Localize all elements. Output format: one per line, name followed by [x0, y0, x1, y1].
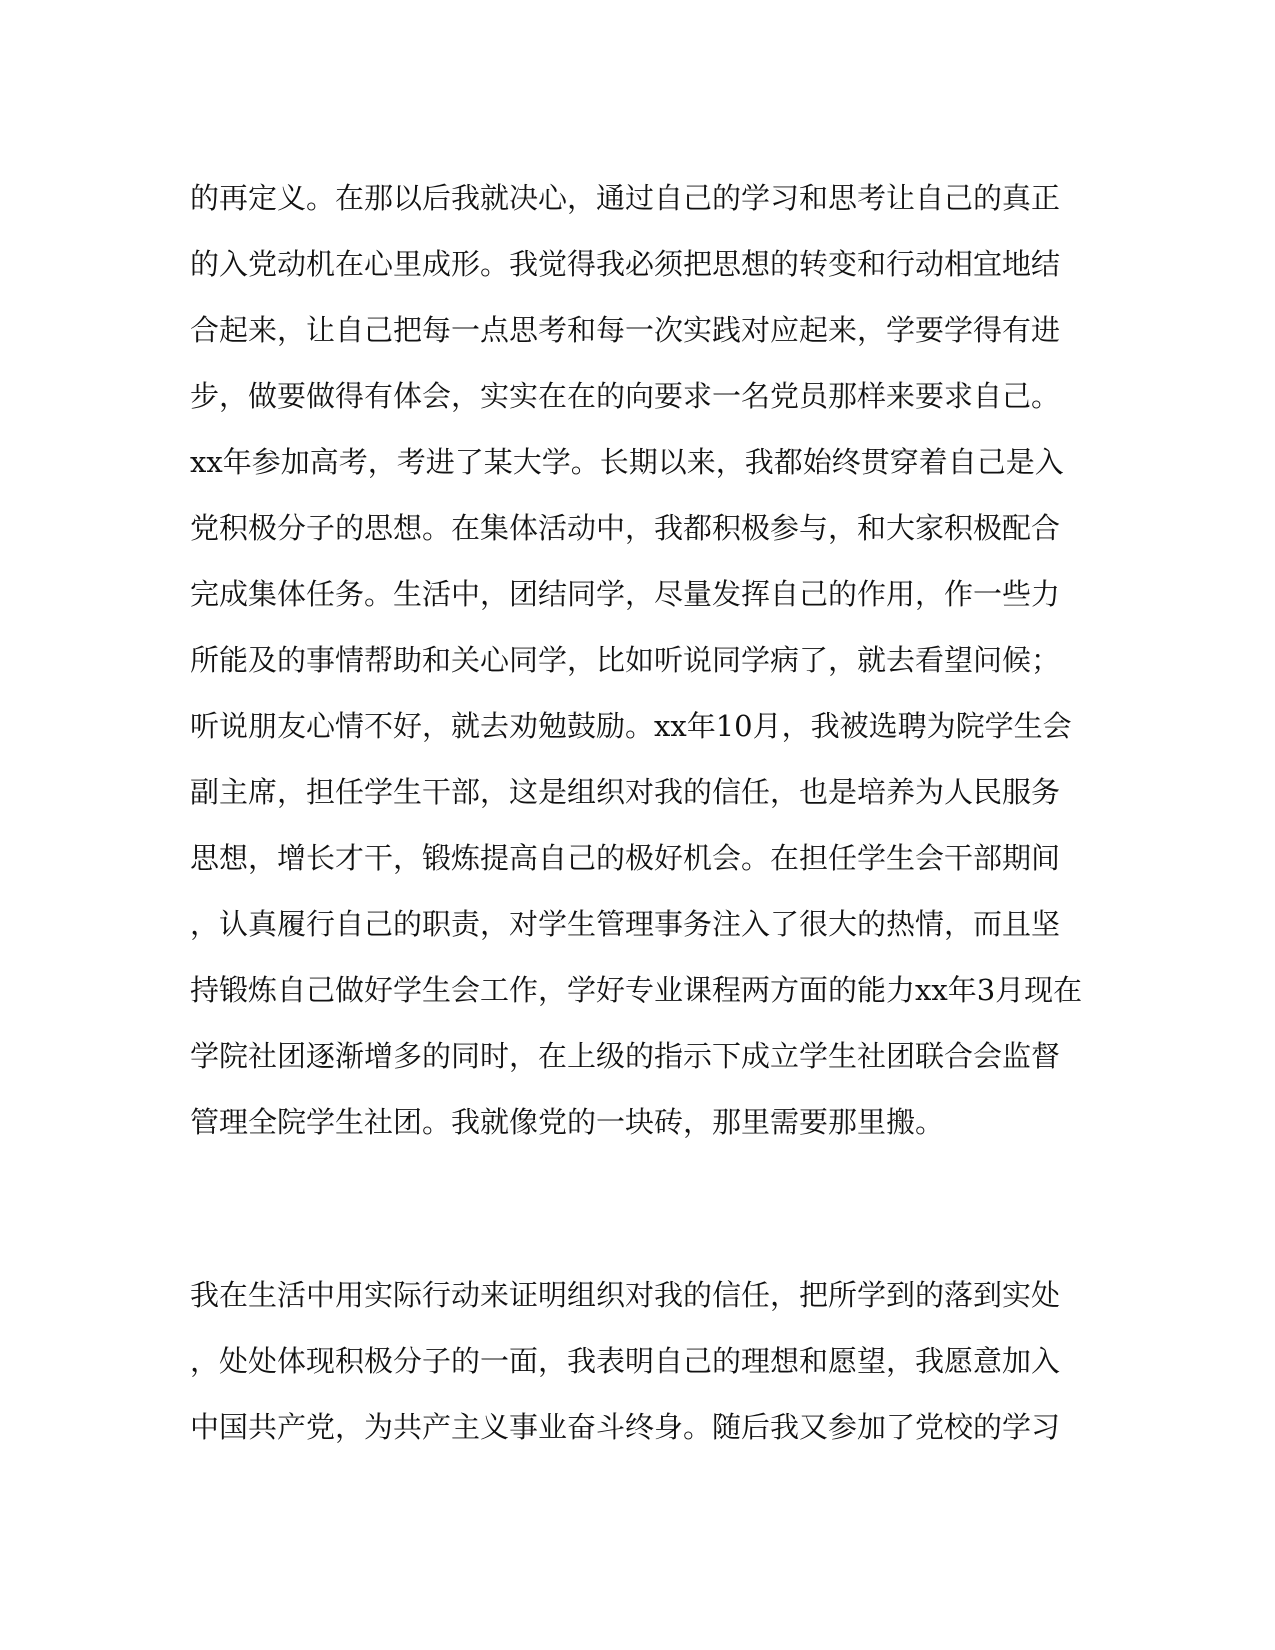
- text-line: 完成集体任务。生活中，团结同学，尽量发挥自己的作用，作一些力: [190, 577, 1061, 611]
- text-line: 党积极分子的思想。在集体活动中，我都积极参与，和大家积极配合: [190, 511, 1061, 545]
- text-line: 我在生活中用实际行动来证明组织对我的信任，把所学到的落到实处: [190, 1278, 1061, 1312]
- text-line: 步，做要做得有体会，实实在在的向要求一名党员那样来要求自己。: [190, 379, 1061, 413]
- text-line: 合起来，让自己把每一点思考和每一次实践对应起来，学要学得有进: [190, 313, 1061, 347]
- text-line: 所能及的事情帮助和关心同学，比如听说同学病了，就去看望问候；: [190, 643, 1061, 677]
- text-line: 思想，增长才干，锻炼提高自己的极好机会。在担任学生会干部期间: [190, 841, 1061, 875]
- text-line: 的入党动机在心里成形。我觉得我必须把思想的转变和行动相宜地结: [190, 247, 1061, 281]
- paragraph-1: [190, 165, 1090, 1155]
- text-line: 的再定义。在那以后我就决心，通过自己的学习和思考让自己的真正: [190, 181, 1061, 215]
- text-line: ，处处体现积极分子的一面，我表明自己的理想和愿望，我愿意加入: [190, 1344, 1061, 1378]
- paragraph-2: [190, 1262, 1090, 1460]
- text-line: 副主席，担任学生干部，这是组织对我的信任，也是培养为人民服务: [190, 775, 1061, 809]
- text-line: 学院社团逐渐增多的同时，在上级的指示下成立学生社团联合会监督: [190, 1039, 1061, 1073]
- text-line: 中国共产党，为共产主义事业奋斗终身。随后我又参加了党校的学习: [190, 1410, 1061, 1444]
- text-line: 管理全院学生社团。我就像党的一块砖，那里需要那里搬。: [190, 1105, 945, 1139]
- text-line: xx年参加高考，考进了某大学。长期以来，我都始终贯穿着自己是入: [190, 445, 1064, 479]
- text-line: 听说朋友心情不好，就去劝勉鼓励。xx年10月，我被选聘为院学生会: [190, 709, 1072, 743]
- text-line: 持锻炼自己做好学生会工作，学好专业课程两方面的能力xx年3月现在: [190, 973, 1083, 1007]
- text-line: ，认真履行自己的职责，对学生管理事务注入了很大的热情，而且坚: [190, 907, 1061, 941]
